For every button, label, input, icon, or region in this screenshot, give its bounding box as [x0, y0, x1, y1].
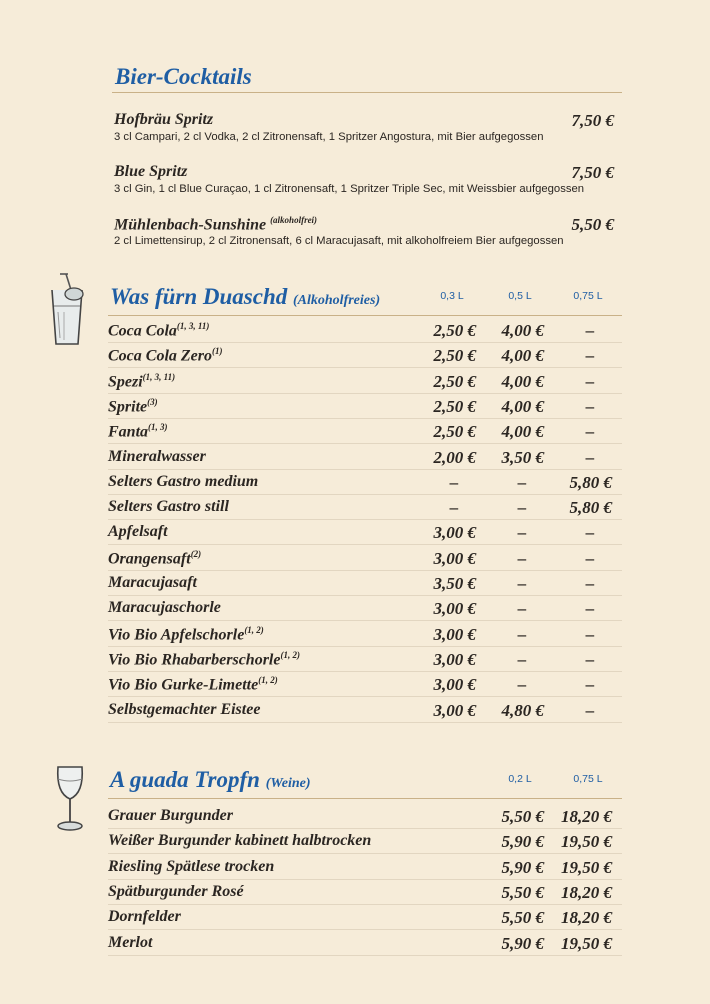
row-divider: [108, 853, 622, 854]
price-0-75: –: [585, 447, 595, 467]
price-0-5: –: [517, 624, 527, 644]
menu-row: [108, 420, 622, 444]
menu-row: [108, 906, 622, 930]
cocktails-rule: [112, 92, 622, 93]
price-0-5: 4,00 €: [501, 371, 544, 391]
price-0-3: 2,50 €: [433, 422, 476, 442]
cocktail-name: Mühlenbach-Sunshine $^{(alkoholfrei)}$: [114, 215, 318, 234]
price-0-75: 18,20 €: [561, 908, 612, 928]
price-0-5: 4,80 €: [501, 700, 544, 720]
price-0-3: 3,50 €: [433, 574, 476, 593]
row-divider: [108, 929, 622, 930]
item-name-text: Spätburgunder Rosé: [108, 882, 244, 900]
cocktail-name: Hofbräu Spritz: [114, 111, 214, 128]
item-note: (1, 3, 11): [142, 371, 176, 382]
wine-title: A guada Tropfn (Weine): [110, 767, 311, 792]
item-name: [108, 858, 274, 876]
price-0-3: 3,00 €: [433, 624, 476, 644]
price-0-3: 2,50 €: [433, 346, 476, 366]
row-divider: [108, 722, 622, 723]
item-name: [108, 422, 168, 441]
price-0-3: 3,00 €: [433, 649, 476, 669]
price-0-3: 2,00 €: [433, 447, 476, 467]
price-0-5: –: [517, 574, 527, 593]
price-0-75: 18,20 €: [561, 807, 612, 826]
price-0-3: 3,00 €: [433, 599, 476, 619]
item-note: (1, 3, 11): [176, 321, 210, 331]
menu-row: [108, 496, 622, 520]
row-divider: [108, 519, 622, 520]
price-0-2: 5,50 €: [501, 908, 544, 928]
price-0-75: 5,80 €: [569, 498, 612, 518]
row-divider: [108, 646, 622, 647]
cocktail-price: 7,50 €: [571, 163, 614, 182]
wine-glass-icon: [52, 763, 88, 833]
menu-row: [108, 547, 622, 571]
item-note: (3): [147, 396, 158, 407]
price-0-75: –: [585, 624, 595, 644]
price-0-75: –: [585, 422, 595, 442]
item-name-text: Merlot: [108, 933, 153, 951]
item-name-text: Spezi: [108, 372, 143, 390]
menu-row: [108, 446, 622, 470]
price-0-3: 3,00 €: [433, 700, 476, 720]
price-0-2: 5,90 €: [501, 832, 544, 852]
item-name: [108, 498, 229, 516]
price-0-75: –: [585, 346, 595, 366]
item-name-text: Coca Cola: [108, 322, 177, 340]
menu-row: [108, 648, 622, 672]
item-name: [108, 346, 223, 365]
price-0-75: –: [585, 396, 595, 416]
item-note: (1, 2): [280, 649, 300, 660]
soft-drinks-subtitle: (Alkoholfreies): [293, 293, 381, 308]
cocktail-description: 2 cl Limettensirup, 2 cl Zitronensaft, 6 cl Maracujasaft, mit alkoholfreiem Bier aufgegossen: [114, 235, 564, 247]
item-name-text: Coca Cola Zero: [108, 347, 212, 365]
row-divider: [108, 544, 622, 545]
menu-row: [108, 623, 622, 647]
item-name: [108, 883, 244, 901]
item-name-text: Vio Bio Apfelschorle: [108, 625, 245, 643]
item-name: [108, 650, 300, 669]
price-0-5: 4,00 €: [501, 321, 544, 340]
row-divider: [108, 393, 622, 394]
price-0-2: 5,90 €: [501, 933, 544, 953]
drink-glass-icon: [44, 272, 94, 348]
row-divider: [108, 342, 622, 343]
row-divider: [108, 671, 622, 672]
menu-row: [108, 395, 622, 419]
menu-row: [108, 471, 622, 495]
menu-row: [108, 881, 622, 905]
price-0-3: 3,00 €: [433, 523, 476, 543]
cocktail-description: 3 cl Campari, 2 cl Vodka, 2 cl Zitronensaft, 1 Spritzer Angostura, mit Bier aufgegossen: [114, 131, 544, 143]
price-0-5: 4,00 €: [501, 396, 544, 416]
item-name: [108, 523, 168, 541]
row-divider: [108, 696, 622, 697]
item-name: [108, 549, 201, 568]
price-0-75: –: [585, 700, 595, 720]
cocktail-price: 7,50 €: [571, 111, 614, 130]
menu-row: [108, 597, 622, 621]
item-note: (1, 2): [258, 675, 278, 686]
item-name: [108, 807, 233, 825]
item-note: (2): [190, 548, 202, 559]
item-name-text: Mineralwasser: [108, 447, 206, 465]
column-header: 0,2 L: [508, 773, 532, 785]
item-note: (1, 2): [244, 624, 264, 635]
menu-row: [108, 572, 622, 596]
price-0-3: 2,50 €: [433, 396, 476, 416]
cocktails-title: Bier-Cocktails: [115, 64, 252, 89]
price-0-75: 19,50 €: [561, 933, 612, 953]
item-name: [108, 574, 197, 592]
price-0-75: –: [585, 649, 595, 669]
menu-row: [108, 370, 622, 394]
item-note: (1, 3): [148, 422, 168, 433]
item-name-text: Maracujaschorle: [108, 599, 221, 617]
item-name-text: Apfelsaft: [108, 523, 168, 541]
price-0-2: 5,50 €: [501, 882, 544, 902]
item-name: [108, 625, 264, 644]
price-0-75: 19,50 €: [561, 857, 612, 877]
item-name: [108, 934, 152, 952]
menu-row: [108, 521, 622, 545]
price-0-5: –: [517, 649, 527, 669]
price-0-2: 5,90 €: [501, 857, 544, 877]
price-0-3: 2,50 €: [433, 321, 476, 340]
item-name-text: Dornfelder: [108, 908, 181, 926]
row-divider: [108, 469, 622, 470]
cocktail-name: Blue Spritz: [114, 163, 188, 180]
item-name: [108, 908, 181, 926]
wine-subtitle: (Weine): [265, 776, 311, 791]
item-name: [108, 675, 278, 694]
row-divider: [108, 828, 622, 829]
soft-drinks-title: Was fürn Duaschd (Alkoholfreies): [110, 284, 381, 309]
item-name-text: Selters Gastro still: [108, 498, 229, 516]
price-0-5: –: [517, 498, 527, 518]
item-name-text: Weißer Burgunder kabinett halbtrocken: [108, 832, 372, 850]
menu-row: [108, 344, 622, 368]
row-divider: [108, 570, 622, 571]
price-0-75: 5,80 €: [569, 472, 612, 492]
item-name: [108, 321, 209, 340]
row-divider: [108, 418, 622, 419]
price-0-5: –: [517, 548, 527, 568]
cocktail-note: (alkoholfrei): [270, 215, 318, 225]
price-0-3: 3,00 €: [433, 548, 476, 568]
row-divider: [108, 620, 622, 621]
item-name-text: Selters Gastro medium: [108, 472, 259, 490]
price-0-75: –: [585, 371, 595, 391]
price-0-75: 19,50 €: [561, 832, 612, 852]
row-divider: [108, 879, 622, 880]
item-name-text: Maracujasaft: [108, 574, 197, 591]
price-0-75: –: [585, 523, 595, 543]
item-name: [108, 448, 206, 466]
item-name-text: Riesling Spätlese trocken: [108, 857, 275, 875]
price-0-5: –: [517, 675, 527, 695]
menu-row: [108, 673, 622, 697]
column-header: 0,75 L: [573, 290, 603, 302]
menu-row: [108, 856, 622, 880]
item-name: [108, 701, 260, 719]
cocktail-description: 3 cl Gin, 1 cl Blue Curaçao, 1 cl Zitronensaft, 1 Spritzer Triple Sec, mit Weissbier aufgegossen: [114, 183, 585, 195]
item-name-text: Grauer Burgunder: [108, 807, 233, 824]
price-0-75: –: [585, 321, 595, 340]
soft-drinks-rule: [108, 315, 622, 316]
row-divider: [108, 367, 622, 368]
price-0-75: 18,20 €: [561, 882, 612, 902]
menu-row: [108, 932, 622, 956]
column-header: 0,75 L: [573, 773, 603, 785]
item-name: [108, 372, 175, 391]
price-0-75: –: [585, 599, 595, 619]
column-header: 0,3 L: [440, 290, 464, 302]
cocktail-price: 5,50 €: [571, 215, 614, 234]
price-0-5: 3,50 €: [501, 447, 544, 467]
wine-rule: [108, 798, 622, 799]
menu-row: [108, 805, 622, 829]
item-name: [108, 397, 158, 416]
item-name-text: Fanta: [108, 423, 149, 441]
item-name-text: Selbstgemachter Eistee: [108, 700, 261, 718]
price-0-3: –: [449, 472, 459, 492]
price-0-3: 3,00 €: [433, 675, 476, 695]
row-divider: [108, 904, 622, 905]
price-0-75: –: [585, 574, 595, 593]
price-0-5: –: [517, 472, 527, 492]
item-name: [108, 473, 258, 491]
item-name-text: Vio Bio Rhabarberschorle: [108, 651, 281, 669]
item-name-text: Sprite: [108, 398, 148, 416]
item-name: [108, 832, 371, 850]
price-0-5: 4,00 €: [501, 346, 544, 366]
price-0-3: 2,50 €: [433, 371, 476, 391]
menu-row: [108, 699, 622, 723]
price-0-3: –: [449, 498, 459, 518]
price-0-2: 5,50 €: [501, 807, 544, 826]
item-note: (1): [212, 346, 223, 357]
row-divider: [108, 443, 622, 444]
column-header: 0,5 L: [508, 290, 532, 302]
menu-row: [108, 830, 622, 854]
item-name-text: Orangensaft: [108, 550, 191, 568]
price-0-75: –: [585, 548, 595, 568]
item-name-text: Vio Bio Gurke-Limette: [108, 676, 259, 694]
price-0-75: –: [585, 675, 595, 695]
menu-row: [108, 319, 622, 343]
row-divider: [108, 595, 622, 596]
price-0-5: –: [517, 599, 527, 619]
item-name: [108, 599, 221, 617]
row-divider: [108, 494, 622, 495]
price-0-5: 4,00 €: [501, 422, 544, 442]
row-divider: [108, 955, 622, 956]
price-0-5: –: [517, 523, 527, 543]
